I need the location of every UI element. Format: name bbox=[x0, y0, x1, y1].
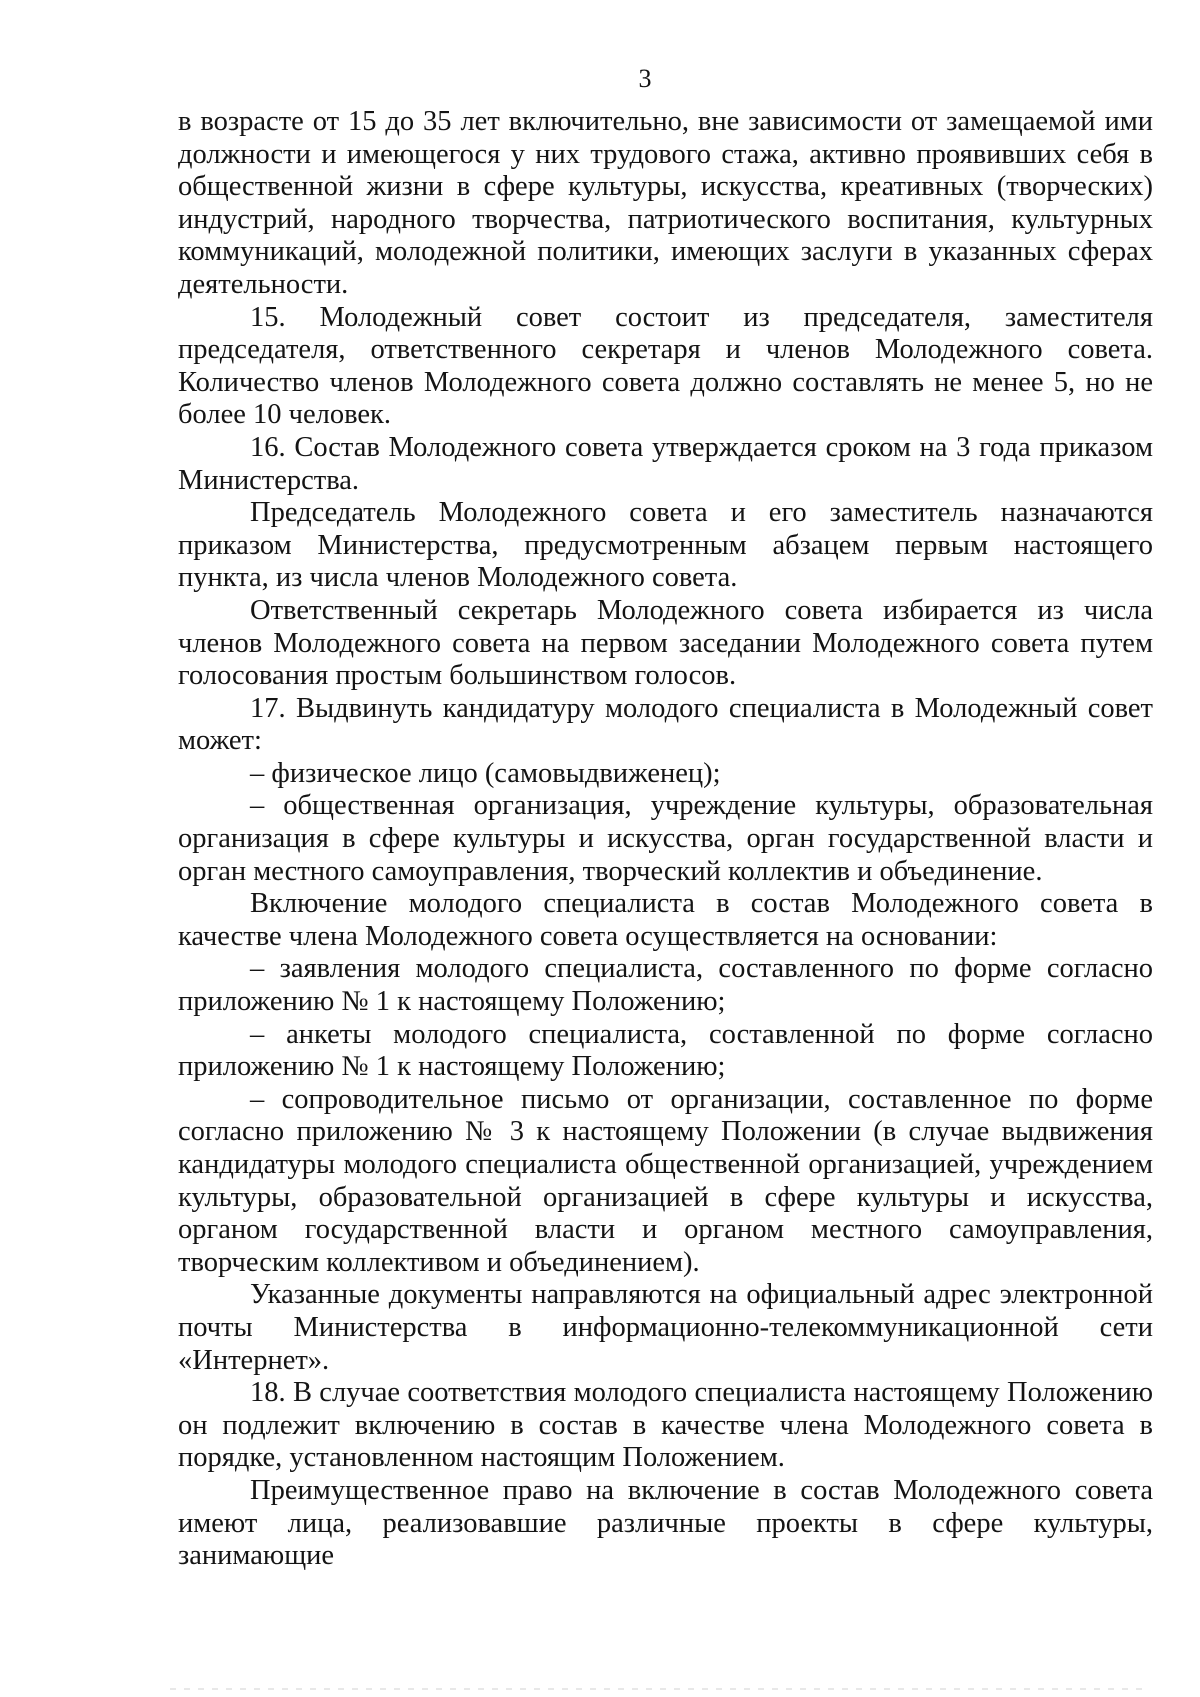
paragraph-item-17: 17. Выдвинуть кандидатуру молодого специалиста в Молодежный совет может: bbox=[178, 692, 1153, 757]
paragraph-item-16: 16. Состав Молодежного совета утверждается сроком на 3 года приказом Министерства. bbox=[178, 431, 1153, 496]
paragraph-priority: Преимущественное право на включение в состав Молодежного совета имеют лица, реализовавшие различные проекты в сфере культуры, занимающие bbox=[178, 1474, 1153, 1572]
list-item-organization: – общественная организация, учреждение культуры, образовательная организация в сфере культуры и искусства, орган государственной власти и орган местного самоуправления, творческий коллектив и объединение. bbox=[178, 790, 1153, 887]
list-item-cover-letter: – сопроводительное письмо от организации, составленное по форме согласно приложению № 3 к настоящему Положении (в случае выдвижения кандидатуры молодого специалиста общественной организацией, учреждением культуры, образовательной организацией в сфере культуры и искусства, органом государственной власти и органом местного самоуправления, творческим коллективом и объединением). bbox=[178, 1083, 1153, 1278]
list-item-questionnaire: – анкеты молодого специалиста, составленной по форме согласно приложению № 1 к настоящему Положению; bbox=[178, 1018, 1153, 1083]
list-item-application: – заявления молодого специалиста, составленного по форме согласно приложению № 1 к настоящему Положению; bbox=[178, 953, 1153, 1018]
document-body bbox=[178, 106, 1153, 1573]
paragraph-item-15: 15. Молодежный совет состоит из председателя, заместителя председателя, ответственного секретаря и членов Молодежного совета. Количество членов Молодежного совета должно составлять не менее 5, но не более 10 человек. bbox=[178, 301, 1153, 431]
paragraph-inclusion: Включение молодого специалиста в состав Молодежного совета в качестве члена Молодежного совета осуществляется на основании: bbox=[178, 888, 1153, 952]
paragraph-continuation: в возрасте от 15 до 35 лет включительно, вне зависимости от замещаемой ими должности и имеющегося у них трудового стажа, активно проявивших себя в общественной жизни в сфере культуры, искусства, креативных (творческих) индустрий, народного творчества, патриотического воспитания, культурных коммуникаций, молодежной политики, имеющих заслуги в указанных сферах деятельности. bbox=[178, 106, 1153, 300]
list-item-individual: – физическое лицо (самовыдвиженец); bbox=[250, 757, 721, 789]
page-number: 3 bbox=[638, 64, 652, 93]
paragraph-documents: Указанные документы направляются на официальный адрес электронной почты Министерства в информационно-телекоммуникационной сети «Интернет». bbox=[178, 1279, 1153, 1376]
paragraph-chairman: Председатель Молодежного совета и его заместитель назначаются приказом Министерства, предусмотренным абзацем первым настоящего пункта, из числа членов Молодежного совета. bbox=[178, 497, 1153, 594]
paragraph-secretary: Ответственный секретарь Молодежного совета избирается из числа членов Молодежного совета на первом заседании Молодежного совета путем голосования простым большинством голосов. bbox=[178, 594, 1153, 692]
paragraph-item-18: 18. В случае соответствия молодого специалиста настоящему Положению он подлежит включению в состав в качестве члена Молодежного совета в порядке, установленном настоящим Положением. bbox=[178, 1377, 1153, 1474]
scan-artifact-line bbox=[170, 1688, 1150, 1690]
